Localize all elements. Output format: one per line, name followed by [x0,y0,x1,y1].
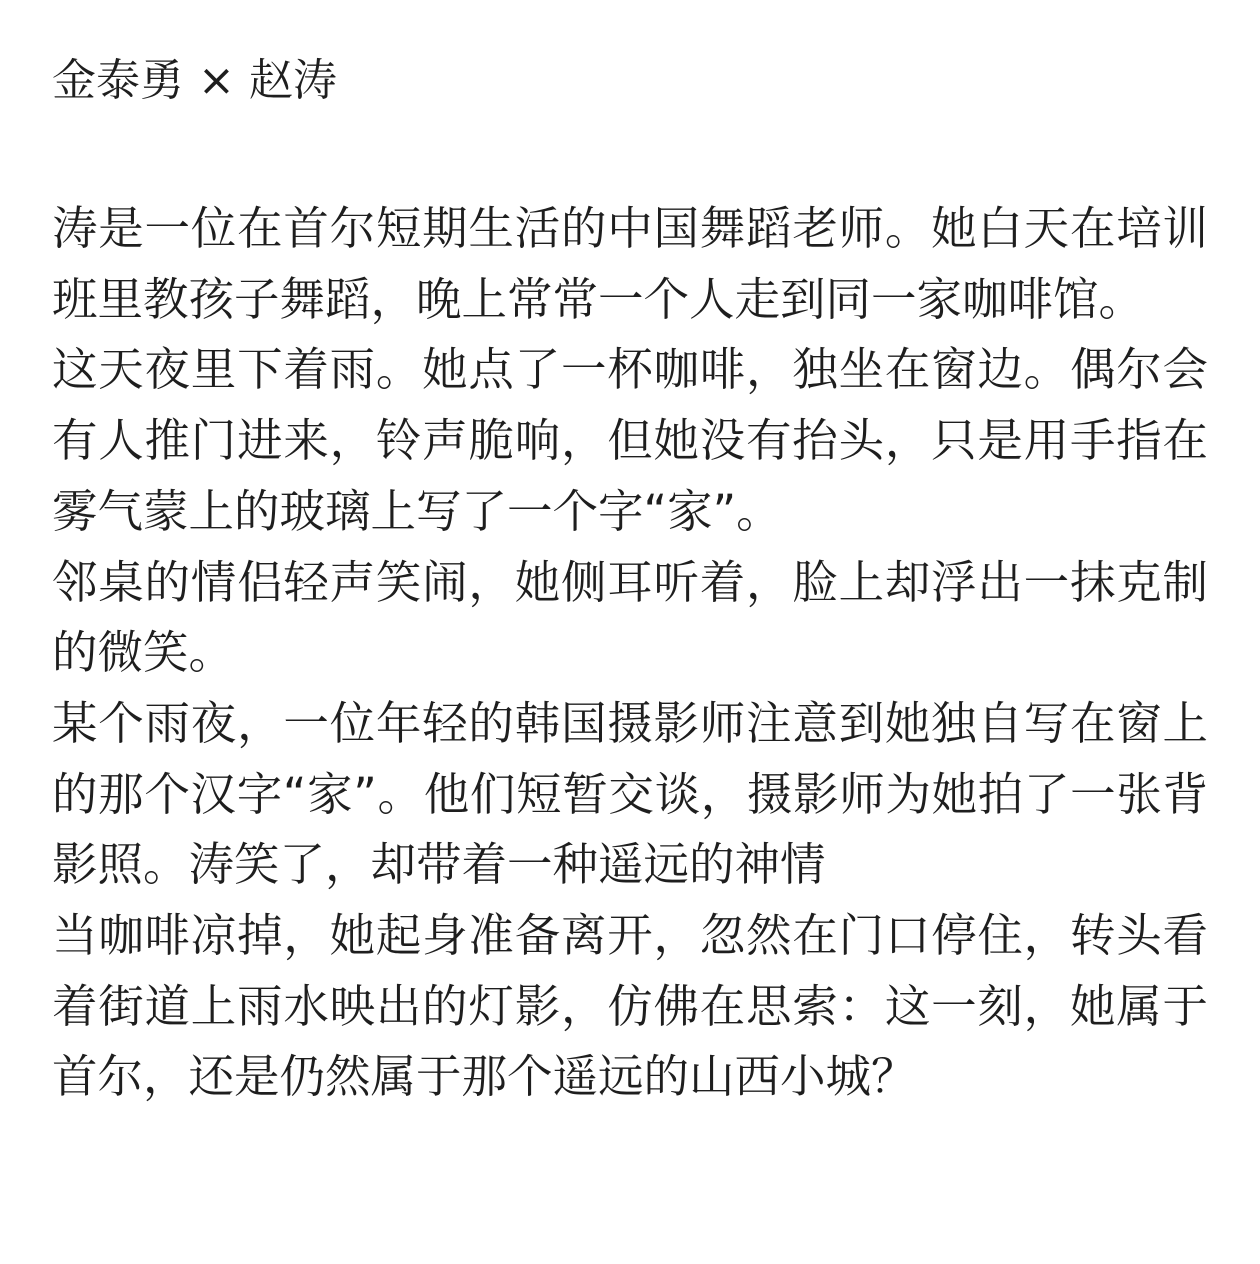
paragraph-1: 涛是一位在首尔短期生活的中国舞蹈老师。她白天在培训班里教孩子舞蹈，晚上常常一个人走到同一家咖啡馆。 [52,202,1208,326]
post-content [52,46,1208,1113]
post-title: 金泰勇 × 赵涛 [52,55,337,106]
paragraph-5: 当咖啡凉掉，她起身准备离开，忽然在门口停住，转头看着街道上雨水映出的灯影，仿佛在思索：这一刻，她属于首尔，还是仍然属于那个遥远的山西小城？ [52,909,1208,1104]
paragraph-4: 某个雨夜，一位年轻的韩国摄影师注意到她独自写在窗上的那个汉字“家”。他们短暂交谈，摄影师为她拍了一张背影照。涛笑了，却带着一种遥远的神情 [52,696,1208,892]
paragraph-2: 这天夜里下着雨。她点了一杯咖啡，独坐在窗边。偶尔会有人推门进来，铃声脆响，但她没有抬头，只是用手指在雾气蒙上的玻璃上写了一个字“家”。 [52,343,1208,538]
post-body [52,194,1208,1113]
paragraph-3: 邻桌的情侣轻声笑闹，她侧耳听着，脸上却浮出一抹克制的微笑。 [52,555,1208,680]
